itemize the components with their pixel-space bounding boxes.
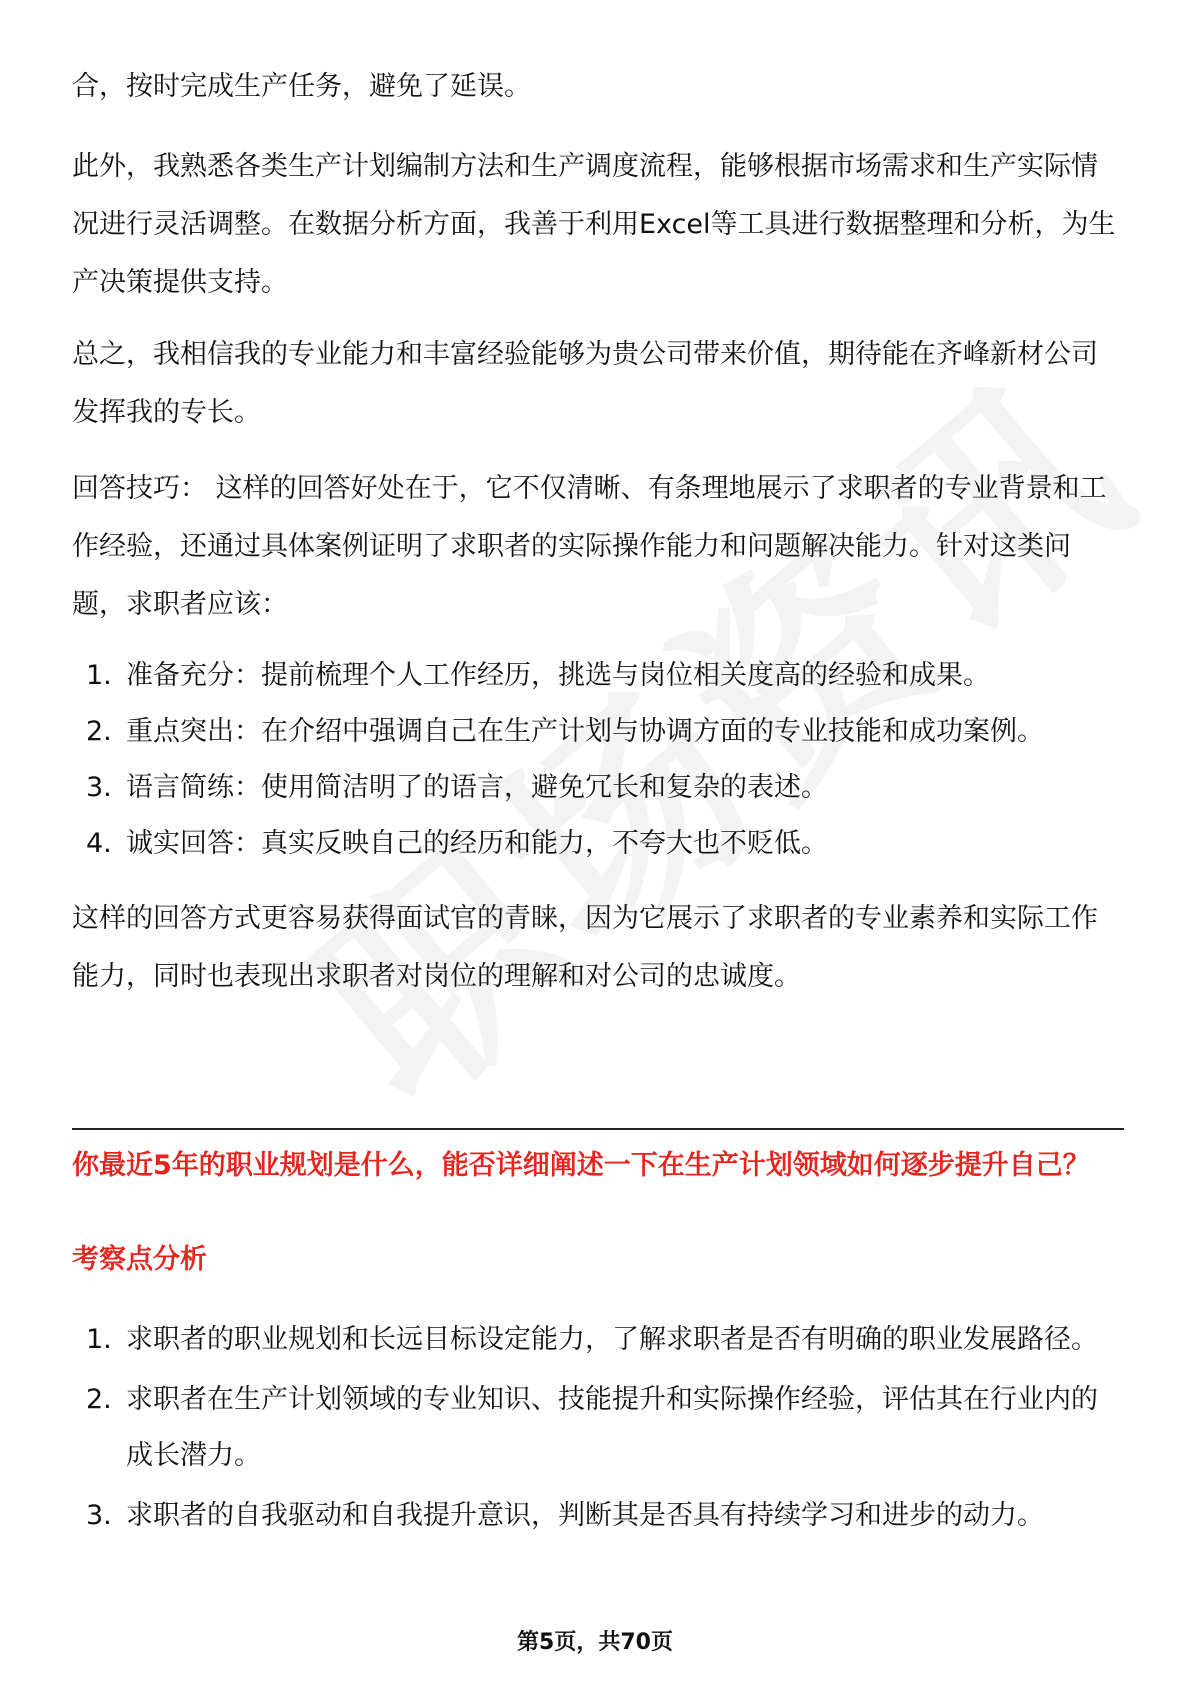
analysis-heading: 考察点分析 <box>72 1244 207 1275</box>
section-divider <box>72 1128 1124 1130</box>
page-footer: 第5页，共70页 <box>517 1630 673 1655</box>
paragraph-conclusion: 这样的回答方式更容易获得面试官的青睐，因为它展示了求职者的专业素养和实际工作能力，同时也表现出求职者对岗位的理解和对公司的忠诚度。 <box>72 903 1098 992</box>
paragraph-summary: 总之，我相信我的专业能力和丰富经验能够为贵公司带来价值，期待能在齐峰新材公司发挥我的专长。 <box>72 339 1098 428</box>
tips-list <box>72 648 1122 872</box>
list-item <box>72 1312 1122 1368</box>
list-item-text: 准备充分：提前梳理个人工作经历，挑选与岗位相关度高的经验和成果。 <box>126 660 990 691</box>
list-item-text: 重点突出：在介绍中强调自己在生产计划与协调方面的专业技能和成功案例。 <box>126 716 1044 747</box>
question-heading: 你最近5年的职业规划是什么，能否详细阐述一下在生产计划领域如何逐步提升自己？ <box>72 1150 1090 1181</box>
list-item-text: 求职者在生产计划领域的专业知识、技能提升和实际操作经验，评估其在行业内的成长潜力。 <box>126 1384 1098 1471</box>
list-number: 3. <box>86 772 112 803</box>
list-item <box>72 648 1122 704</box>
list-item-text: 诚实回答：真实反映自己的经历和能力，不夸大也不贬低。 <box>126 828 828 859</box>
list-item-text: 语言简练：使用简洁明了的语言，避免冗长和复杂的表述。 <box>126 772 828 803</box>
list-number: 2. <box>86 716 112 747</box>
list-item-text: 求职者的自我驱动和自我提升意识，判断其是否具有持续学习和进步的动力。 <box>126 1500 1044 1531</box>
list-number: 2. <box>86 1384 112 1415</box>
list-item <box>72 1488 1122 1544</box>
list-item <box>72 704 1122 760</box>
list-number: 1. <box>86 1324 112 1355</box>
paragraph-answer-tips: 回答技巧： 这样的回答好处在于，它不仅清晰、有条理地展示了求职者的专业背景和工作经验，还通过具体案例证明了求职者的实际操作能力和问题解决能力。针对这类问题，求职者应该： <box>72 473 1107 620</box>
paragraph-skills: 此外，我熟悉各类生产计划编制方法和生产调度流程，能够根据市场需求和生产实际情况进行灵活调整。在数据分析方面，我善于利用Excel等工具进行数据整理和分析，为生产决策提供支持。 <box>72 151 1116 298</box>
list-number: 1. <box>86 660 112 691</box>
paragraph-continuation: 合，按时完成生产任务，避免了延误。 <box>72 71 531 102</box>
list-item <box>72 760 1122 816</box>
list-number: 3. <box>86 1500 112 1531</box>
analysis-list <box>72 1312 1122 1544</box>
list-number: 4. <box>86 828 112 859</box>
list-item-text: 求职者的职业规划和长远目标设定能力，了解求职者是否有明确的职业发展路径。 <box>126 1324 1098 1355</box>
list-item <box>72 1372 1122 1484</box>
list-item <box>72 816 1122 872</box>
